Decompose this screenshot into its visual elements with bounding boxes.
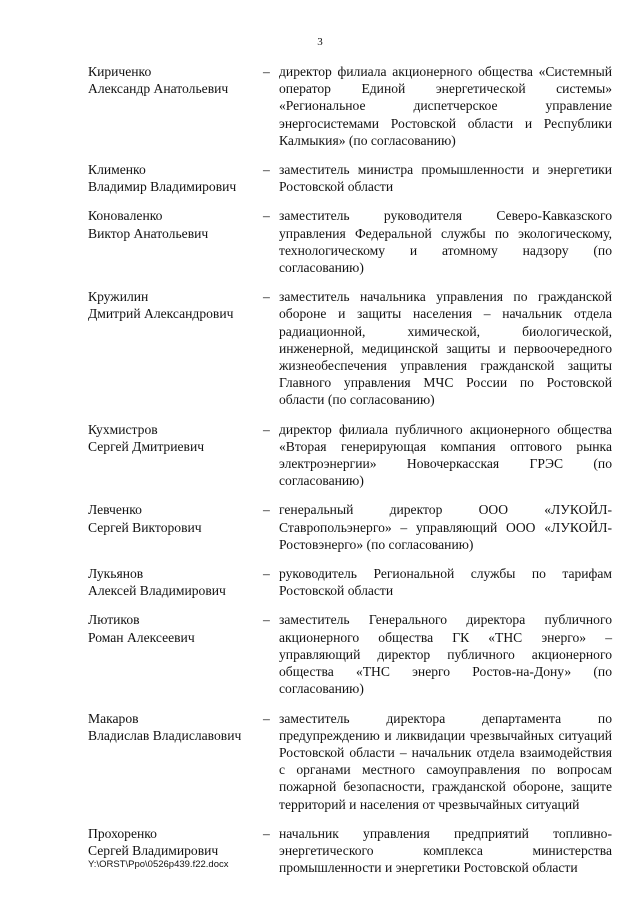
position-description: генеральный директор ООО «ЛУКОЙЛ-Ставропольэнерго» – управляющий ООО «ЛУКОЙЛ-Ростовэнерго» (по согласованию) (279, 502, 612, 552)
person-name (88, 207, 263, 276)
list-item (88, 161, 612, 195)
given-name: Алексей Владимирович (88, 583, 226, 599)
person-name (88, 161, 263, 195)
dash: – (263, 566, 270, 582)
surname: Лукьянов (88, 566, 144, 582)
position-description: заместитель министра промышленности и энергетики Ростовской области (279, 162, 612, 195)
surname: Левченко (88, 502, 142, 518)
dash: – (263, 710, 270, 726)
dash: – (263, 421, 270, 437)
position-description: заместитель Генерального директора публичного акционерного общества ГК «ТНС энерго» – управляющий директор публичного акционерного общества «ТНС энерго Ростов-на-Дону» (по согласованию) (279, 612, 612, 697)
given-name: Виктор Анатольевич (88, 225, 209, 241)
person-name (88, 710, 263, 813)
list-item (88, 565, 612, 599)
person-name (88, 501, 263, 553)
position-description: заместитель руководителя Северо-Кавказского управления Федеральной службы по экологическому, технологическому и атомному надзору (по согласованию) (279, 208, 612, 276)
surname: Кружилин (88, 289, 149, 305)
list-item (88, 710, 612, 813)
surname: Клименко (88, 162, 146, 178)
position-description: директор филиала публичного акционерного общества «Вторая генерирующая компания оптового рынка электроэнергии» Новочеркасская ГРЭС (по согласованию) (279, 421, 612, 489)
given-name: Сергей Викторович (88, 519, 202, 535)
surname: Макаров (88, 710, 139, 726)
list-item (88, 63, 612, 149)
person-name (88, 565, 263, 599)
dash: – (263, 289, 270, 305)
person-name (88, 421, 263, 490)
person-name (88, 288, 263, 408)
list-item (88, 501, 612, 553)
list-item (88, 207, 612, 276)
surname: Прохоренко (88, 825, 157, 841)
file-path-footer: Y:\ORST\Ppo\0526p439.f22.docx (88, 859, 229, 870)
dash: – (263, 825, 270, 841)
dash: – (263, 208, 270, 224)
position-description: заместитель начальника управления по гражданской обороне и защиты населения – начальник отдела радиационной, химической, биологической, инженерной, медицинской защиты и первоочередного жизнеобеспечения управления гражданской защиты Главного управления МЧС России по Ростовской области (по согласованию) (279, 289, 612, 408)
member-list (88, 63, 612, 888)
position-description: начальник управления предприятий топливно-энергетического комплекса министерства промышленности и энергетики Ростовской области (279, 825, 612, 876)
dash: – (263, 502, 270, 518)
given-name: Владислав Владиславович (88, 727, 242, 743)
surname: Лютиков (88, 612, 140, 628)
surname: Коноваленко (88, 208, 163, 224)
position-description: директор филиала акционерного общества «Системный оператор Единой энергетической системы» «Региональное диспетчерское управление энергосистемами Ростовской области и Республики Калмыкия» (по согласованию) (279, 64, 612, 148)
surname: Кириченко (88, 64, 152, 79)
dash: – (263, 612, 270, 628)
surname: Кухмистров (88, 421, 158, 437)
given-name: Сергей Владимирович (88, 842, 219, 858)
person-name (88, 611, 263, 697)
given-name: Александр Анатольевич (88, 81, 229, 97)
dash: – (263, 162, 270, 178)
given-name: Сергей Дмитриевич (88, 438, 205, 454)
given-name: Владимир Владимирович (88, 179, 237, 195)
list-item (88, 288, 612, 408)
given-name: Роман Алексеевич (88, 629, 195, 645)
position-description: руководитель Региональной службы по тарифам Ростовской области (279, 566, 612, 599)
person-name (88, 63, 263, 149)
dash: – (263, 64, 270, 79)
list-item (88, 611, 612, 697)
position-description: заместитель директора департамента по предупреждению и ликвидации чрезвычайных ситуаций Ростовской области – начальник отдела взаимодействия с органами местного самоуправления по вопросам пожарной безопасности, гражданской обороне, защите территорий и населения от чрезвычайных ситуаций (279, 710, 612, 812)
list-item (88, 421, 612, 490)
page-number: 3 (317, 36, 323, 48)
given-name: Дмитрий Александрович (88, 306, 234, 322)
